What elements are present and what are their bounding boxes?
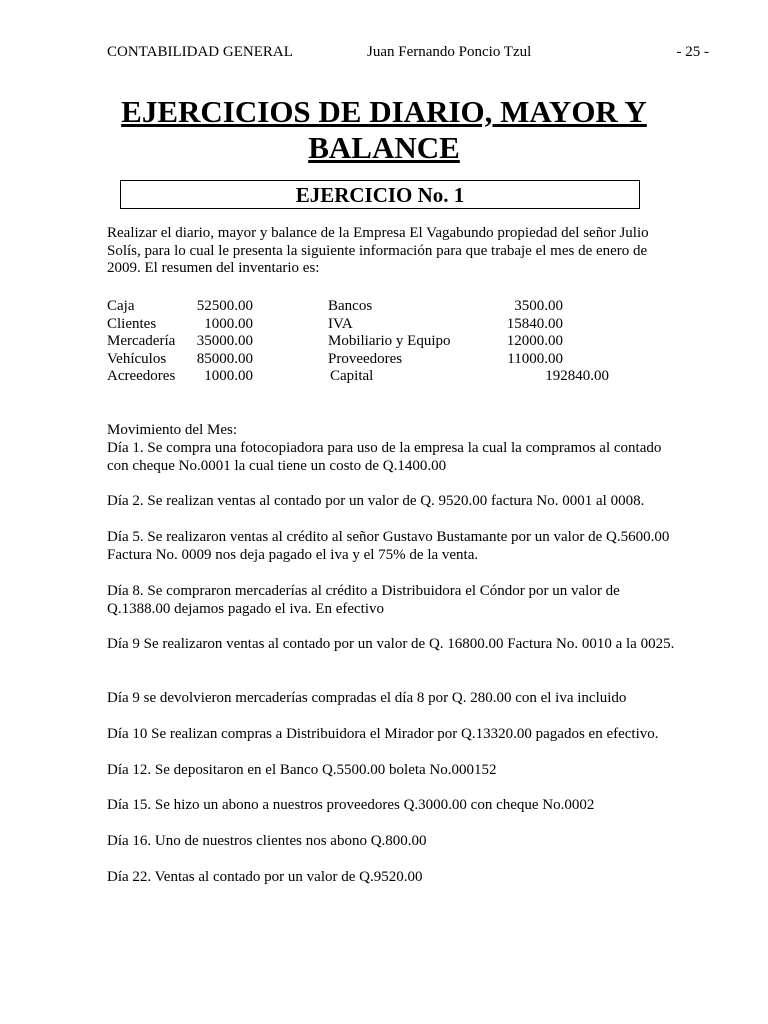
inventory-row: [107, 368, 627, 386]
movement-entry: Día 10 Se realizan compras a Distribuidora el Mirador por Q.13320.00 pagados en efectivo.: [107, 726, 659, 742]
page-number: - 25 -: [676, 44, 709, 60]
page-title-line-2: BALANCE: [308, 130, 460, 165]
movement-entry: Día 12. Se depositaron en el Banco Q.5500.00 boleta No.000152: [107, 762, 497, 778]
inventory-summary: [107, 298, 627, 390]
inventory-row: [107, 351, 627, 369]
inventory-account: Mercadería: [107, 333, 176, 349]
page-title: [80, 94, 688, 166]
header-author: Juan Fernando Poncio Tzul: [367, 44, 532, 60]
movements-title: Movimiento del Mes:: [107, 422, 237, 438]
inventory-amount: 1000.00: [204, 368, 253, 384]
page-header: [107, 44, 711, 66]
inventory-account: Capital: [330, 368, 374, 384]
inventory-account: Acreedores: [107, 368, 176, 384]
movement-entry: Día 9 se devolvieron mercaderías compradas el día 8 por Q. 280.00 con el iva incluido: [107, 690, 627, 706]
movement-entry: Día 1. Se compra una fotocopiadora para uso de la empresa la cual la compramos al contado con cheque No.0001 la cual tiene un costo de Q.1400.00: [107, 440, 662, 474]
movement-entry: Día 5. Se realizaron ventas al crédito al señor Gustavo Bustamante por un valor de Q.5600.00 Factura No. 0009 nos deja pagado el iva y el 75% de la venta.: [107, 529, 670, 563]
inventory-account: Vehículos: [107, 350, 167, 367]
header-course: CONTABILIDAD GENERAL: [107, 44, 293, 60]
inventory-account: Bancos: [328, 298, 373, 314]
inventory-account: Mobiliario y Equipo: [328, 333, 451, 349]
inventory-amount: 192840.00: [545, 368, 609, 384]
inventory-amount: 52500.00: [196, 298, 253, 314]
movement-entry: Día 9 Se realizaron ventas al contado por un valor de Q. 16800.00 Factura No. 0010 a la 0025.: [107, 636, 675, 652]
inventory-amount: 12000.00: [506, 333, 563, 349]
movement-entry: Día 22. Ventas al contado por un valor de Q.9520.00: [107, 869, 423, 885]
inventory-row: [107, 333, 627, 351]
inventory-row: [107, 316, 627, 334]
inventory-amount: 3500.00: [514, 298, 563, 314]
page-title-line-1: EJERCICIOS DE DIARIO, MAYOR Y: [121, 94, 647, 129]
inventory-row: [107, 298, 627, 316]
inventory-amount: 35000.00: [196, 333, 253, 349]
movement-entry: Día 8. Se compraron mercaderías al crédito a Distribuidora el Cóndor por un valor de Q.1388.00 dejamos pagado el iva. En efectivo: [107, 583, 620, 617]
inventory-amount: 15840.00: [506, 315, 563, 332]
inventory-account: IVA: [328, 315, 353, 332]
exercise-heading: EJERCICIO No. 1: [120, 180, 640, 209]
inventory-amount: 11000.00: [507, 350, 563, 367]
inventory-amount: 85000.00: [196, 350, 253, 367]
movement-entry: Día 16. Uno de nuestros clientes nos abono Q.800.00: [107, 833, 427, 849]
inventory-amount: 1000.00: [204, 315, 253, 332]
inventory-account: Caja: [107, 298, 135, 314]
movement-entry: Día 2. Se realizan ventas al contado por un valor de Q. 9520.00 factura No. 0001 al 0008.: [107, 493, 645, 509]
inventory-account: Clientes: [107, 315, 157, 332]
inventory-account: Proveedores: [328, 350, 403, 367]
intro-paragraph: Realizar el diario, mayor y balance de la Empresa El Vagabundo propiedad del señor Julio Solís, para lo cual le presenta la siguiente información para que trabaje el mes de enero de 2009. El resumen del inventario es:: [107, 225, 649, 276]
movement-entry: Día 15. Se hizo un abono a nuestros proveedores Q.3000.00 con cheque No.0002: [107, 797, 595, 813]
